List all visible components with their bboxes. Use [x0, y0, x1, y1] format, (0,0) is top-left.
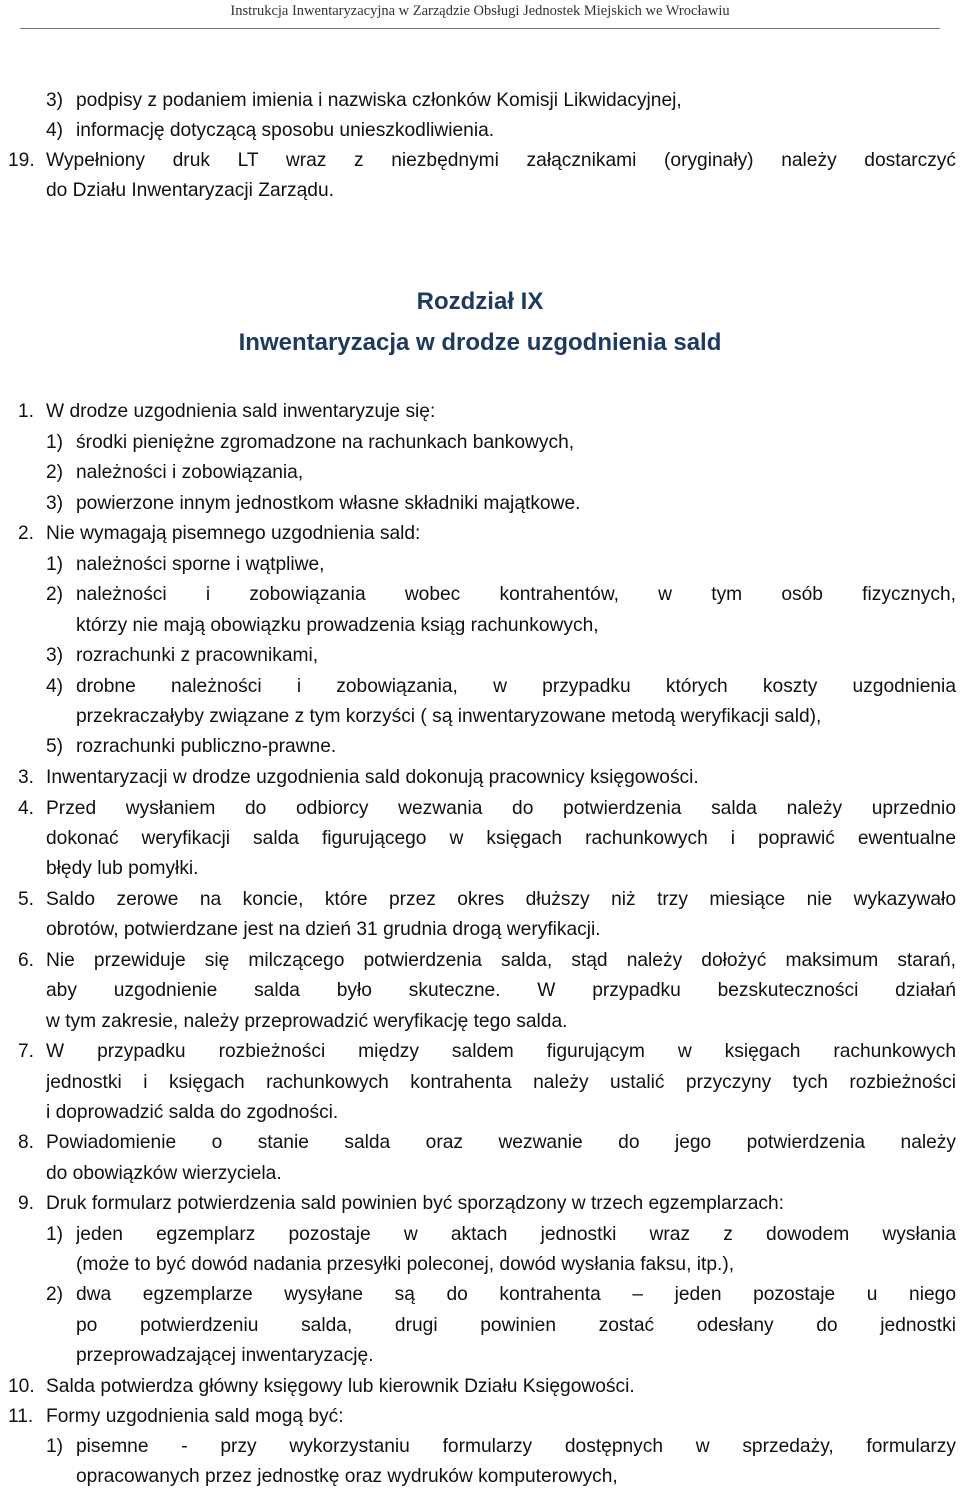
list-number: 3)	[46, 90, 64, 111]
paragraph-number: 8.	[18, 1132, 35, 1153]
list-item-text: opracowanych przez jednostkę oraz wydruków komputerowych,	[76, 1466, 618, 1487]
list-number: 2)	[46, 584, 64, 605]
paragraph-number: 7.	[18, 1041, 35, 1062]
list-number: 1)	[46, 1436, 64, 1457]
paragraph-line: Nie przewiduje się milczącego potwierdzenia salda, stąd należy dołożyć maksimum starań,	[46, 950, 956, 971]
list-item-text: powierzone innym jednostkom własne składniki majątkowe.	[76, 493, 581, 514]
paragraph-line: Salda potwierdza główny księgowy lub kierownik Działu Księgowości.	[46, 1376, 635, 1397]
list-number: 1)	[46, 554, 64, 575]
paragraph-line: Nie wymagają pisemnego uzgodnienia sald:	[46, 523, 421, 544]
list-item-text: którzy nie mają obowiązku prowadzenia ksiąg rachunkowych,	[76, 615, 599, 636]
paragraph-number: 11.	[8, 1406, 34, 1427]
list-number: 2)	[46, 1284, 64, 1305]
list-item-text: pisemne - przy wykorzystaniu formularzy dostępnych w sprzedaży, formularzy	[76, 1436, 956, 1457]
paragraph-line: do Działu Inwentaryzacji Zarządu.	[46, 180, 334, 201]
paragraph-number: 2.	[18, 523, 35, 544]
list-number: 5)	[46, 736, 64, 757]
paragraph-line: W przypadku rozbieżności między saldem figurującym w księgach rachunkowych	[46, 1041, 956, 1062]
list-number: 1)	[46, 1224, 64, 1245]
paragraph-line: obrotów, potwierdzane jest na dzień 31 grudnia drogą weryfikacji.	[46, 919, 601, 940]
paragraph-line: Wypełniony druk LT wraz z niezbędnymi załącznikami (oryginały) należy dostarczyć	[46, 150, 956, 171]
list-item-text: rozrachunki z pracownikami,	[76, 645, 319, 666]
list-number: 4)	[46, 676, 64, 697]
list-item-text: należności i zobowiązania,	[76, 462, 304, 483]
paragraph-line: Saldo zerowe na koncie, które przez okres dłuższy niż trzy miesiące nie wykazywało	[46, 889, 956, 910]
list-number: 4)	[46, 120, 64, 141]
list-item-text: informację dotyczącą sposobu unieszkodliwienia.	[76, 120, 495, 141]
paragraph-line: i doprowadzić salda do zgodności.	[46, 1102, 339, 1123]
list-item-text: środki pieniężne zgromadzone na rachunkach bankowych,	[76, 432, 575, 453]
paragraph-line: błędy lub pomyłki.	[46, 858, 199, 879]
paragraph-line: do obowiązków wierzyciela.	[46, 1163, 282, 1184]
list-item-text: rozrachunki publiczno-prawne.	[76, 736, 337, 757]
list-number: 3)	[46, 493, 64, 514]
paragraph-line: Formy uzgodnienia sald mogą być:	[46, 1406, 344, 1427]
paragraph-line: Przed wysłaniem do odbiorcy wezwania do potwierdzenia salda należy uprzednio	[46, 798, 956, 819]
paragraph-number: 19.	[8, 150, 35, 171]
paragraph-number: 1.	[18, 401, 35, 422]
list-number: 2)	[46, 462, 64, 483]
list-item-text: przeprowadzającej inwentaryzację.	[76, 1345, 374, 1366]
paragraph-number: 3.	[18, 767, 35, 788]
list-item-text: jeden egzemplarz pozostaje w aktach jednostki wraz z dowodem wysłania	[76, 1224, 956, 1245]
paragraph-number: 9.	[18, 1193, 35, 1214]
paragraph-line: jednostki i księgach rachunkowych kontrahenta należy ustalić przyczyny tych rozbieżności	[46, 1072, 956, 1093]
list-item-text: drobne należności i zobowiązania, w przypadku których koszty uzgodnienia	[76, 676, 956, 697]
running-header: Instrukcja Inwentaryzacyjna w Zarządzie Obsługi Jednostek Miejskich we Wrocławiu	[230, 3, 730, 19]
paragraph-line: Powiadomienie o stanie salda oraz wezwanie do jego potwierdzenia należy	[46, 1132, 956, 1153]
paragraph-line: aby uzgodnienie salda było skuteczne. W przypadku bezskuteczności działań	[46, 980, 956, 1001]
list-item-text: (może to być dowód nadania przesyłki poleconej, dowód wysłania faksu, itp.),	[76, 1254, 735, 1275]
paragraph-line: dokonać weryfikacji salda figurującego w księgach rachunkowych i poprawić ewentualne	[46, 828, 956, 849]
paragraph-line: Inwentaryzacji w drodze uzgodnienia sald dokonują pracownicy księgowości.	[46, 767, 699, 788]
list-item-text: podpisy z podaniem imienia i nazwiska członków Komisji Likwidacyjnej,	[76, 90, 682, 111]
list-number: 1)	[46, 432, 64, 453]
list-item-text: dwa egzemplarze wysyłane są do kontrahenta – jeden pozostaje u niego	[76, 1284, 956, 1305]
chapter-title: Rozdział IX	[416, 288, 544, 315]
paragraph-number: 10.	[8, 1376, 35, 1397]
paragraph-number: 4.	[18, 798, 35, 819]
list-item-text: należności i zobowiązania wobec kontrahentów, w tym osób fizycznych,	[76, 584, 956, 605]
list-item-text: należności sporne i wątpliwe,	[76, 554, 325, 575]
paragraph-line: Druk formularz potwierdzenia sald powinien być sporządzony w trzech egzemplarzach:	[46, 1193, 784, 1214]
paragraph-number: 5.	[18, 889, 35, 910]
list-item-text: po potwierdzeniu salda, drugi powinien zostać odesłany do jednostki	[76, 1315, 956, 1336]
list-item-text: przekraczałyby związane z tym korzyści ( są inwentaryzowane metodą weryfikacji sald),	[76, 706, 822, 727]
paragraph-line: w tym zakresie, należy przeprowadzić weryfikację tego salda.	[46, 1011, 568, 1032]
list-number: 3)	[46, 645, 64, 666]
paragraph-number: 6.	[18, 950, 35, 971]
chapter-subtitle: Inwentaryzacja w drodze uzgodnienia sald	[238, 329, 722, 356]
paragraph-line: W drodze uzgodnienia sald inwentaryzuje się:	[46, 401, 436, 422]
